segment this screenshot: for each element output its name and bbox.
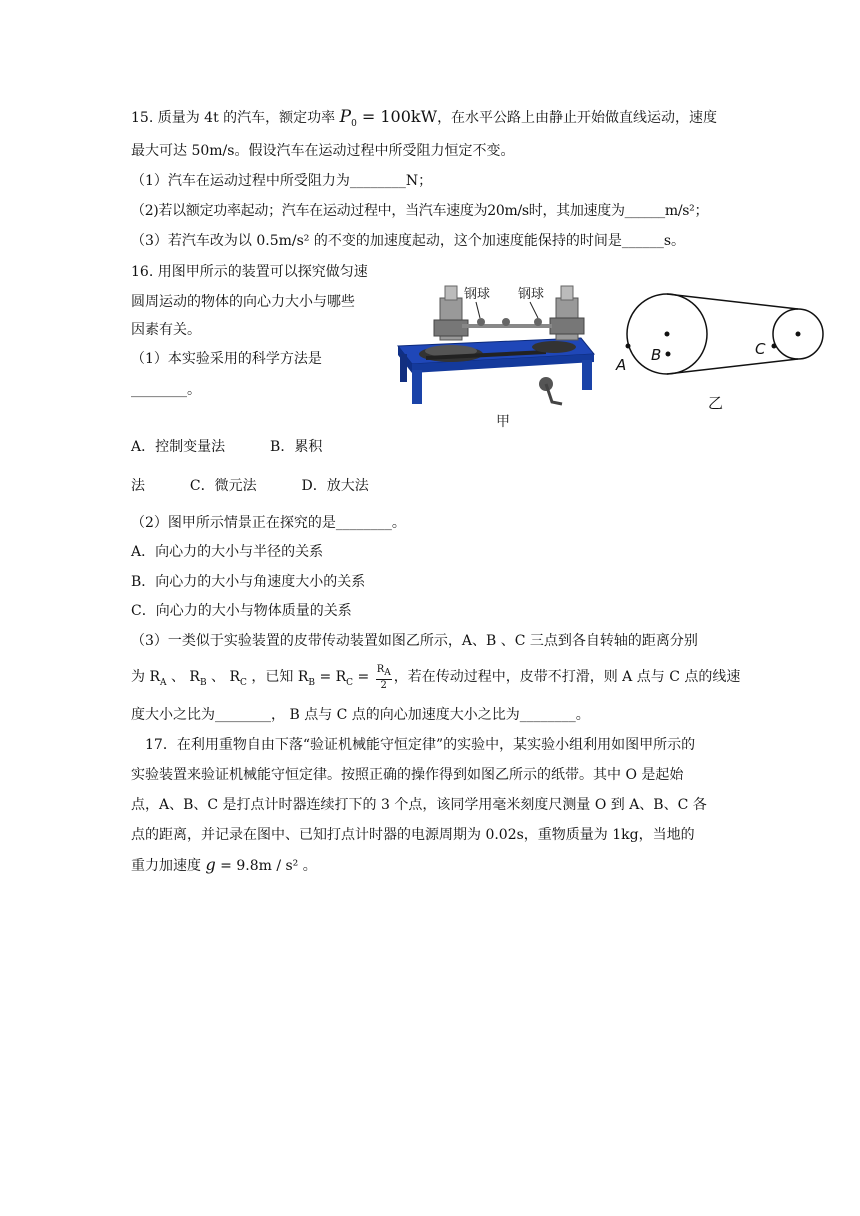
label-steel-ball-2: 钢球 <box>518 287 545 302</box>
label-steel-ball-1: 钢球 <box>464 287 491 302</box>
ball-left <box>477 318 485 326</box>
pointer-ball2 <box>530 302 538 318</box>
crank-handle <box>546 384 562 404</box>
q15-line2: 最大可达 50m/s。假设汽车在运动过程中所受阻力恒定不变。 <box>131 143 515 159</box>
q16-part2-option-b: B．向心力的大小与角速度大小的关系 <box>131 574 366 590</box>
text-eq: = <box>353 669 374 685</box>
power-subscript: 0 <box>351 118 357 129</box>
label-c: C <box>755 340 766 358</box>
q16-part3-line1: （3）一类似于实验装置的皮带传动装置如图乙所示，A、B 、C 三点到各自转轴的距离分别 <box>131 633 698 649</box>
gravity-symbol: g <box>205 855 216 874</box>
q16-part3-line2 <box>131 662 740 692</box>
q15-part3: （3）若汽车改为以 0.5m/s² 的不变的加速度起动，这个加速度能保持的时间是______s。 <box>131 233 686 249</box>
option-d-amplification: D．放大法 <box>301 478 369 494</box>
sub-b: B <box>199 677 207 688</box>
frac-den: 2 <box>380 679 387 691</box>
option-a-control-variables: A．控制变量法 <box>131 439 226 455</box>
gravity-label: 重力加速度 <box>131 858 206 874</box>
ball-middle <box>502 318 510 326</box>
caption-jia: 甲 <box>496 414 510 430</box>
table-leg-front-left <box>412 370 422 404</box>
pulley-right <box>532 341 576 353</box>
power-value: = 100kW <box>356 107 438 126</box>
q16-part1-blank: ________。 <box>131 382 201 398</box>
text-given: ，已知 R <box>246 669 309 685</box>
pointer-ball1 <box>476 302 480 318</box>
point-c <box>772 344 777 349</box>
small-axle <box>796 332 801 337</box>
frac-num: R <box>376 663 385 675</box>
option-c-infinitesimal: C．微元法 <box>189 478 257 494</box>
q15-part2: （2)若以额定功率起动；汽车在运动过程中，当汽车速度为20m/s时，其加速度为______m/s²； <box>131 203 709 219</box>
ball-right <box>534 318 542 326</box>
point-a <box>626 344 631 349</box>
text-eq-rc: = R <box>315 669 347 685</box>
sub-b2: B <box>308 677 315 688</box>
label-b: B <box>651 346 662 364</box>
q16-part1: （1）本实验采用的科学方法是 <box>131 351 322 367</box>
q16-options-line1 <box>131 437 322 457</box>
left-tower-top <box>445 286 457 300</box>
table-leg-front-right <box>582 360 592 390</box>
right-tower-top <box>561 286 573 300</box>
option-b-cumulative: B．累积 <box>270 439 323 455</box>
q15-part1: （1）汽车在运动过程中所受阻力为________N； <box>131 173 433 189</box>
q16-line2: 圆周运动的物体的向心力大小与哪些 <box>131 294 355 310</box>
sub-c2: C <box>346 677 354 688</box>
q17-line3: 点，A、B、C 是打点计时器连续打下的 3 个点，该同学用毫米刻度尺测量 O 到 A、B、C 各 <box>131 797 707 813</box>
frac-num-sub: A <box>384 667 391 678</box>
text-condition: ，若在传动过程中，皮带不打滑，则 A 点与 C 点的线速 <box>393 669 741 685</box>
large-axle <box>665 332 670 337</box>
gravity-value: = 9.8m / s² 。 <box>215 858 317 874</box>
apparatus-figure <box>396 280 606 430</box>
q16-line3: 因素有关。 <box>131 322 201 338</box>
q16-part2-option-c: C．向心力的大小与物体质量的关系 <box>131 603 352 619</box>
q16-part2: （2）图甲所示情景正在探究的是________。 <box>131 515 406 531</box>
q17-line4: 点的距离，并记录在图中、已知打点计时器的电源周期为 0.02s，重物质量为 1kg，当地的 <box>131 827 695 843</box>
sub-a: A <box>160 677 167 688</box>
text-rb: 、 R <box>166 669 200 685</box>
power-symbol: P <box>339 107 352 127</box>
belt-bottom <box>667 359 798 374</box>
sub-c: C <box>240 677 247 688</box>
q16-part2-option-a: A．向心力的大小与半径的关系 <box>131 544 324 560</box>
caption-yi: 乙 <box>708 394 724 412</box>
q15-line1 <box>131 107 717 134</box>
point-b <box>666 352 671 357</box>
belt-top <box>667 294 798 309</box>
right-tower-base <box>550 318 584 334</box>
q17-line1: 17．在利用重物自由下落“验证机械能守恒定律”的实验中，某实验小组利用如图甲所示的 <box>145 737 696 753</box>
q17-line2: 实验装置来验证机械能守恒定律。按照正确的操作得到如图乙所示的纸带。其中 O 是起始 <box>131 767 684 783</box>
text-r-prefix: 为 R <box>131 669 160 685</box>
text-rc: 、 R <box>206 669 241 685</box>
q15-text-a: 15. 质量为 4t 的汽车，额定功率 <box>131 110 336 126</box>
q15-text-b: ，在水平公路上由静止开始做直线运动，速度 <box>437 110 718 126</box>
label-a: A <box>616 356 627 374</box>
q17-line5 <box>131 855 317 876</box>
fraction-ra-over-2 <box>376 664 392 691</box>
belt-figure <box>610 286 835 416</box>
q16-line1: 16. 用图甲所示的装置可以探究做匀速 <box>131 264 368 280</box>
q16-part3-line3: 度大小之比为________， B 点与 C 点的向心加速度大小之比为________。 <box>131 707 590 723</box>
q16-options-line2 <box>131 476 369 496</box>
option-b-continued: 法 <box>131 478 145 494</box>
table-leg-back-left <box>400 354 407 382</box>
